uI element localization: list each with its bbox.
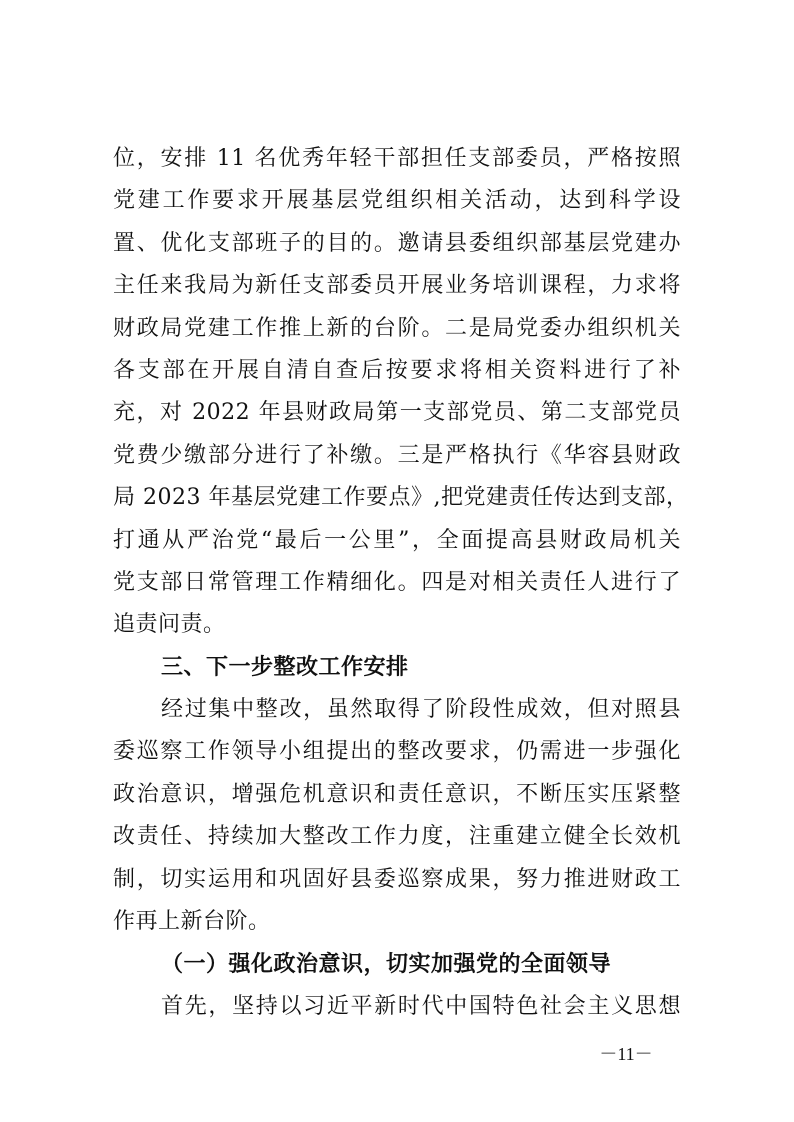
text-line: 经过集中整改，虽然取得了阶段性成效，但对照县 [161,697,681,723]
subsection-heading: （一）强化政治意识，切实加强党的全面领导 [161,951,612,978]
section-heading: 三、下一步整改工作安排 [161,654,409,680]
text-line: 财政局党建工作推上新的台阶。二是局党委办组织机关 [113,315,681,341]
text-line: 改责任、持续加大整改工作力度，注重建立健全长效机 [113,824,681,850]
text-line: 打通从严治党“最后一公里”，全面提高县财政局机关 [113,527,681,553]
text-line: 置、优化支部班子的目的。邀请县委组织部基层党建办 [113,230,681,256]
text-line: 委巡察工作领导小组提出的整改要求，仍需进一步强化 [113,739,681,765]
text-line: 主任来我局为新任支部委员开展业务培训课程，力求将 [113,273,681,299]
text-line: 充，对 2022 年县财政局第一支部党员、第二支部党员 [113,400,681,426]
text-line: 首先，坚持以习近平新时代中国特色社会主义思想 [161,993,681,1019]
text-line: 党支部日常管理工作精细化。四是对相关责任人进行了 [113,569,681,595]
text-line: 党费少缴部分进行了补缴。三是严格执行《华容县财政 [113,442,681,468]
text-line: 作再上新台阶。 [113,909,271,935]
page-number: －11－ [599,1044,653,1064]
body-text [113,138,689,1028]
text-line: 追责问责。 [113,612,226,638]
text-line: 制，切实运用和巩固好县委巡察成果，努力推进财政工 [113,866,681,892]
text-line: 局 2023 年基层党建工作要点》,把党建责任传达到支部， [113,485,689,511]
text-line: 位，安排 11 名优秀年轻干部担任支部委员，严格按照 [113,146,681,171]
text-line: 各支部在开展自清自查后按要求将相关资料进行了补 [113,357,681,383]
text-line: 党建工作要求开展基层党组织相关活动，达到科学设 [113,188,681,214]
text-line: 政治意识，增强危机意识和责任意识，不断压实压紧整 [113,781,681,807]
